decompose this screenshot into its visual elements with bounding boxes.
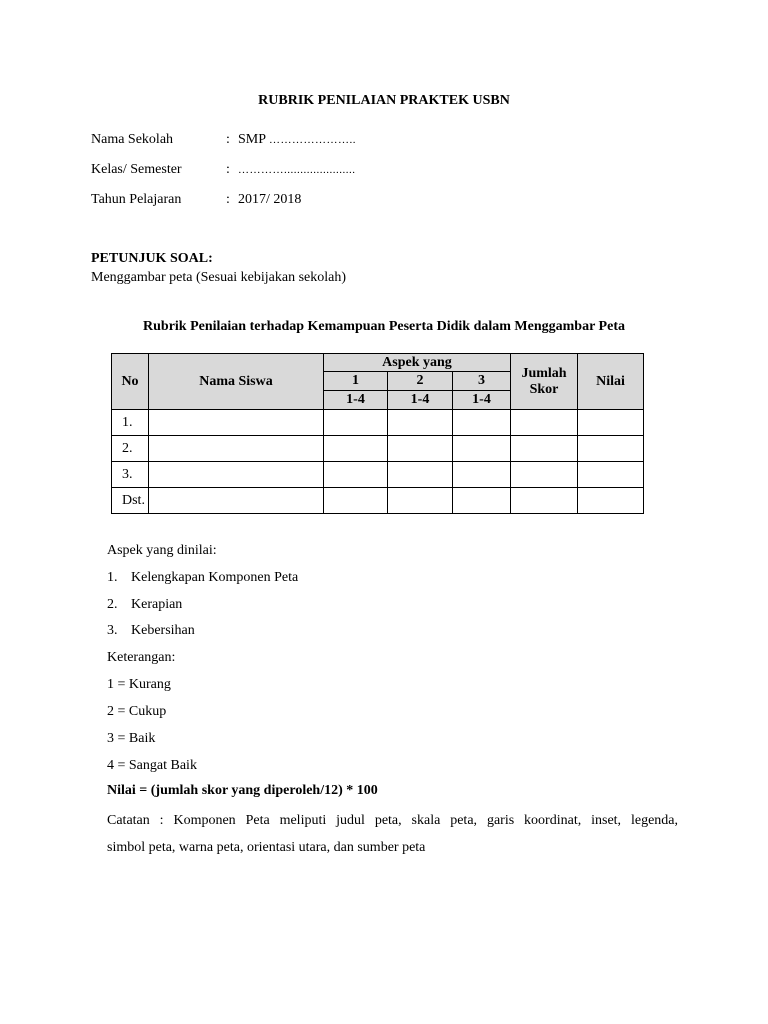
header-aspect-range-3: 1-4 — [453, 391, 511, 410]
aspects-heading: Aspek yang dinilai: — [107, 543, 217, 558]
header-total-line1: Jumlah — [521, 365, 567, 381]
header-total-line2: Skor — [529, 381, 559, 397]
cell-aspect-1 — [324, 410, 388, 436]
legend-item: 2 = Cukup — [107, 704, 167, 719]
cell-aspect-2 — [388, 410, 453, 436]
cell-total — [511, 410, 578, 436]
cell-name — [149, 488, 324, 514]
cell-aspect-3 — [453, 488, 511, 514]
class-semester-value: …………...................... — [238, 164, 356, 176]
cell-aspect-1 — [324, 436, 388, 462]
aspect-item-label: Kelengkapan Komponen Peta — [131, 570, 299, 585]
table-row — [112, 436, 644, 462]
school-name-dots: ………………….. — [269, 134, 357, 146]
cell-name — [149, 462, 324, 488]
score-formula: Nilai = (jumlah skor yang diperoleh/12) * 100 — [107, 783, 378, 798]
school-name-text: SMP — [238, 132, 266, 147]
class-semester-colon: : — [226, 162, 230, 177]
cell-aspect-3 — [453, 410, 511, 436]
class-semester-label: Kelas/ Semester — [91, 162, 182, 177]
aspect-item — [107, 597, 183, 613]
legend-item: 1 = Kurang — [107, 677, 171, 692]
header-student-name: Nama Siswa — [149, 354, 324, 410]
cell-name — [149, 436, 324, 462]
header-score: Nilai — [578, 354, 644, 410]
instructions-heading: PETUNJUK SOAL: — [91, 251, 213, 266]
aspect-item-number: 1. — [107, 570, 118, 585]
aspect-item-label: Kerapian — [131, 597, 183, 612]
note-line-1: Catatan : Komponen Peta meliputi judul peta, skala peta, garis koordinat, inset, legenda, — [107, 813, 678, 828]
cell-score — [578, 410, 644, 436]
school-year-value: 2017/ 2018 — [238, 192, 302, 207]
aspect-item-number: 3. — [107, 623, 118, 638]
school-year-label: Tahun Pelajaran — [91, 192, 182, 207]
cell-aspect-2 — [388, 462, 453, 488]
school-name-colon: : — [226, 132, 230, 147]
aspect-item — [107, 623, 195, 639]
cell-aspect-3 — [453, 462, 511, 488]
cell-score — [578, 436, 644, 462]
cell-score — [578, 488, 644, 514]
aspect-item-number: 2. — [107, 597, 118, 612]
table-title: Rubrik Penilaian terhadap Kemampuan Peserta Didik dalam Menggambar Peta — [143, 319, 625, 334]
row-number: Dst. — [112, 488, 149, 514]
table-row — [112, 488, 644, 514]
header-aspect-range-2: 1-4 — [388, 391, 453, 410]
row-number: 3. — [112, 462, 149, 488]
cell-name — [149, 410, 324, 436]
document-title: RUBRIK PENILAIAN PRAKTEK USBN — [258, 93, 510, 108]
table-row — [112, 410, 644, 436]
instructions-text: Menggambar peta (Sesuai kebijakan sekolah) — [91, 270, 347, 285]
header-aspect: Aspek yang — [324, 354, 511, 372]
rubric-table — [111, 353, 644, 514]
note-paragraph — [107, 807, 678, 861]
school-year-colon: : — [226, 192, 230, 207]
header-no: No — [112, 354, 149, 410]
cell-total — [511, 462, 578, 488]
legend-heading: Keterangan: — [107, 650, 176, 665]
header-aspect-range-1: 1-4 — [324, 391, 388, 410]
header-total-score — [511, 354, 578, 410]
cell-total — [511, 436, 578, 462]
school-name-label: Nama Sekolah — [91, 132, 174, 147]
table-row — [112, 462, 644, 488]
row-number: 1. — [112, 410, 149, 436]
header-aspect-2: 2 — [388, 372, 453, 391]
cell-aspect-1 — [324, 488, 388, 514]
note-line-2: simbol peta, warna peta, orientasi utara, dan sumber peta — [107, 840, 426, 855]
cell-aspect-1 — [324, 462, 388, 488]
cell-aspect-3 — [453, 436, 511, 462]
row-number: 2. — [112, 436, 149, 462]
cell-aspect-2 — [388, 436, 453, 462]
legend-item: 3 = Baik — [107, 731, 156, 746]
aspect-item-label: Kebersihan — [131, 623, 195, 638]
header-aspect-3: 3 — [453, 372, 511, 391]
cell-total — [511, 488, 578, 514]
school-name-value — [238, 132, 356, 148]
aspect-item — [107, 570, 299, 586]
cell-aspect-2 — [388, 488, 453, 514]
cell-score — [578, 462, 644, 488]
legend-item: 4 = Sangat Baik — [107, 758, 197, 773]
header-aspect-1: 1 — [324, 372, 388, 391]
